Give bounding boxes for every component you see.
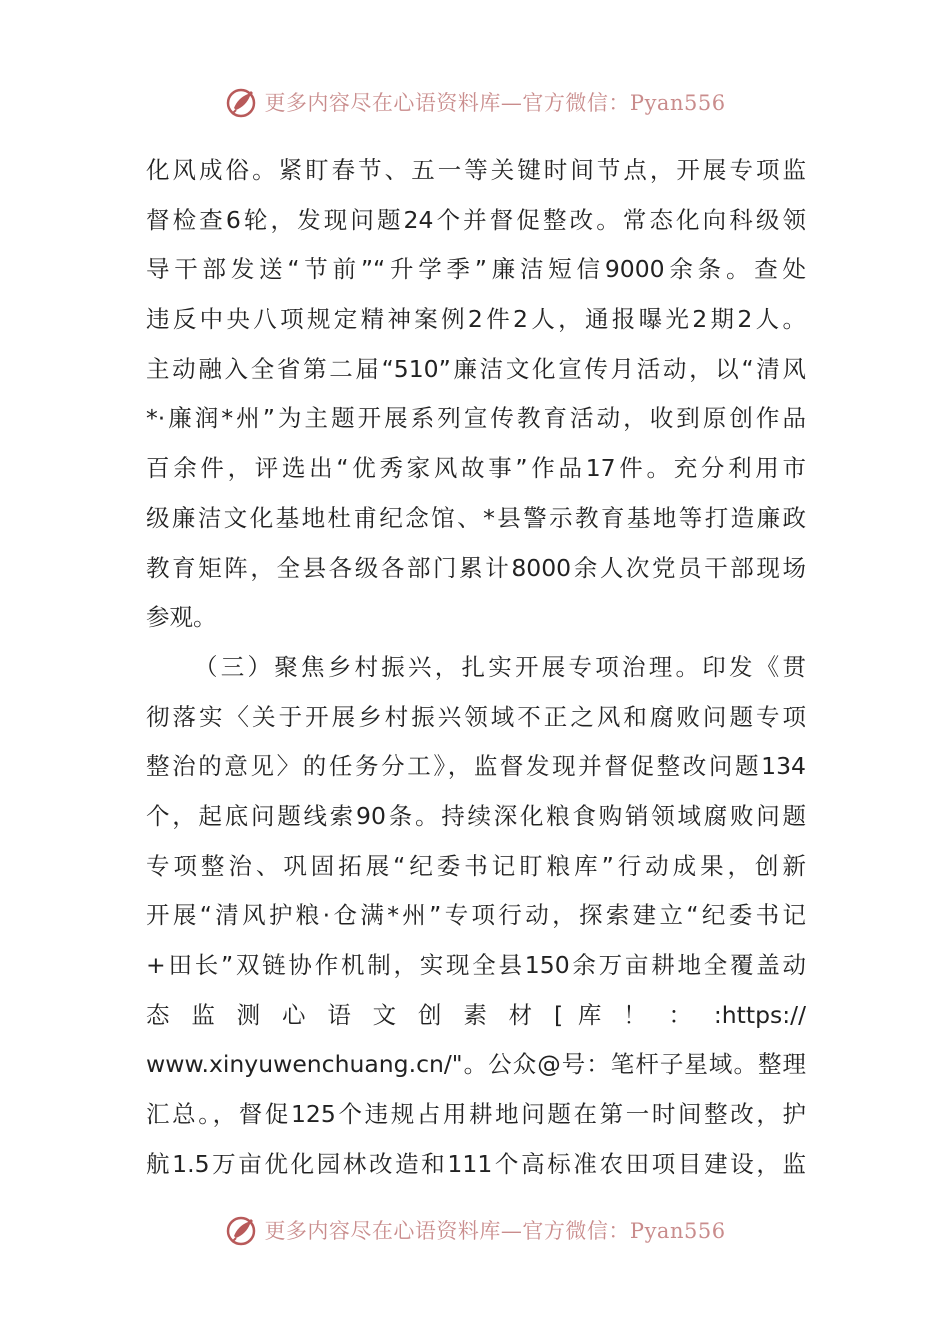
text-line: 百余件，评选出“优秀家风故事”作品17件。充分利用市 xyxy=(146,454,806,483)
pen-circle-logo-icon xyxy=(224,84,260,120)
text-line: 彻落实〈关于开展乡村振兴领域不正之风和腐败问题专项 xyxy=(146,702,806,731)
document-body xyxy=(146,146,806,1189)
text-line: www.xinyuwenchuang.cn/"。公众@号：笔杆子星域。整理 xyxy=(146,1050,806,1079)
text-line: 导干部发送“节前”“升学季”廉洁短信9000余条。查处 xyxy=(146,255,806,284)
text-line: 督检查6轮，发现问题24个并督促整改。常态化向科级领 xyxy=(146,205,806,234)
header-watermark-banner xyxy=(0,82,950,122)
text-line: 化风成俗。紧盯春节、五一等关键时间节点，开展专项监 xyxy=(146,156,806,184)
text-line: 个，起底问题线索90条。持续深化粮食购销领域腐败问题 xyxy=(146,801,806,830)
pen-circle-logo-icon xyxy=(224,1212,260,1248)
text-line: 级廉洁文化基地杜甫纪念馆、*县警示教育基地等打造廉政 xyxy=(146,503,806,532)
text-line: 态 监 测 心 语 文 创 素 材 [ 库 ！ ： :https:// xyxy=(146,1000,806,1029)
text-line: 整治的意见〉的任务分工》，监督发现并督促整改问题134 xyxy=(146,752,806,781)
text-line: 汇总。，督促125个违规占用耕地问题在第一时间整改，护 xyxy=(146,1100,806,1129)
text-line: 专项整治、巩固拓展“纪委书记盯粮库”行动成果，创新 xyxy=(146,851,806,880)
text-line: *·廉润*州”为主题开展系列宣传教育活动，收到原创作品 xyxy=(146,404,806,433)
text-line: 参观。 xyxy=(146,603,217,632)
text-line: 主动融入全省第二届“510”廉洁文化宣传月活动，以“清风 xyxy=(146,354,806,383)
text-line: 开展“清风护粮·仓满*州”专项行动，探索建立“纪委书记 xyxy=(146,901,806,930)
footer-watermark-banner xyxy=(0,1210,950,1250)
footer-banner-text: 更多内容尽在心语资料库—官方微信：Pyan556 xyxy=(264,1219,726,1243)
header-banner-text: 更多内容尽在心语资料库—官方微信：Pyan556 xyxy=(264,91,726,115)
section-heading-line: （三）聚焦乡村振兴，扎实开展专项治理。印发《贯 xyxy=(194,652,806,681)
text-line: 教育矩阵，全县各级各部门累计8000余人次党员干部现场 xyxy=(146,553,806,582)
text-line: 违反中央八项规定精神案例2件2人，通报曝光2期2人。 xyxy=(146,305,806,334)
text-line: +田长”双链协作机制，实现全县150余万亩耕地全覆盖动 xyxy=(146,951,806,979)
text-line: 航1.5万亩优化园林改造和111个高标准农田项目建设，监 xyxy=(146,1149,806,1178)
